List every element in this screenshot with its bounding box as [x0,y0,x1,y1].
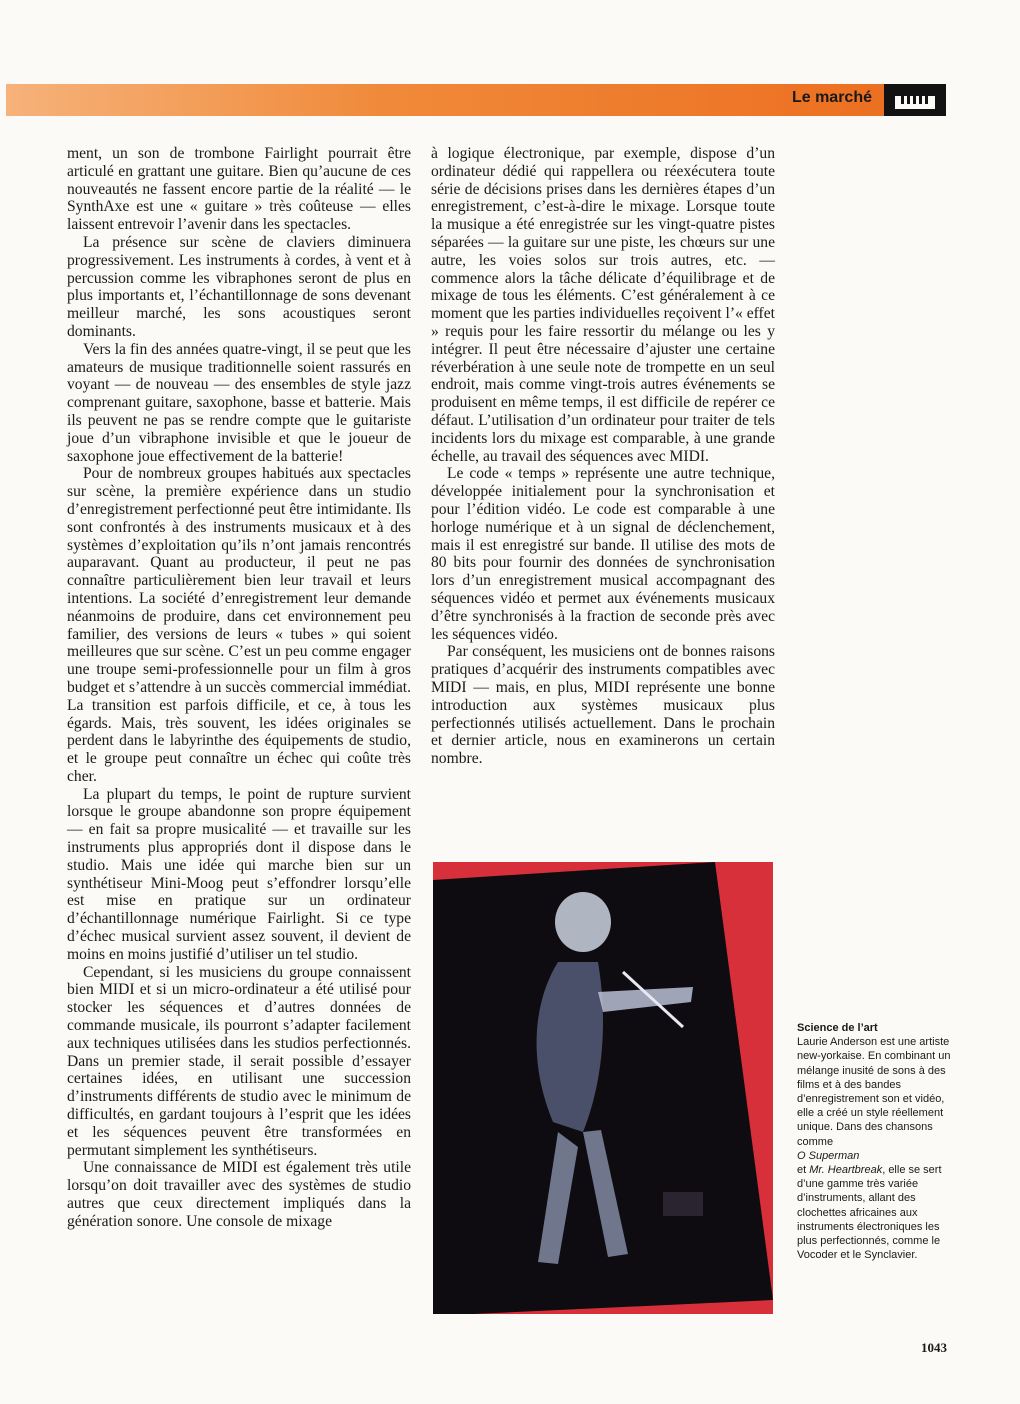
song-title: O Superman [797,1149,860,1162]
section-header-bar [6,84,946,116]
paragraph: Vers la fin des années quatre-vingt, il se peut que les amateurs de musique traditionnelle soient rassurés en voyant — de nouveau — des ensembles de style jazz comprenant guitare, saxophone, basse et batterie. Mais ils peuvent ne pas se rendre compte que le guitariste joue d’un vibraphone invisible et que le joueur de saxophone joue effectivement de la batterie! [67,340,411,465]
keyboard-icon [894,88,936,112]
song-title: Mr. Heartbreak [809,1164,883,1177]
section-label: Le marché [791,89,872,106]
section-icon-box [884,84,946,116]
article-right-column [431,145,775,768]
paragraph: Par conséquent, les musiciens ont de bonnes raisons pratiques d’acquérir des instruments compatibles avec MIDI — mais, en plus, MIDI représente une bonne introduction aux systèmes musicaux plus perfectionnés utilisés actuellement. Dans le prochain et dernier article, nous en examinerons un certain nombre. [431,643,775,768]
caption-text: Laurie Anderson est une artiste new-yorkaise. En combinant un mélange inusité de sons à des films et à des bandes d’enregistrement son et vidéo, elle a créé un style réellement unique. Dans des chansons comme [797,1036,951,1148]
caption-text: , elle se sert d’une gamme très variée d’instruments, allant des clochettes africaines aux instruments électroniques les plus perfectionnés, comme le Vocoder et le Synclavier. [797,1164,942,1262]
paragraph: Le code « temps » représente une autre technique, développée initialement pour la synchronisation et pour l’édition vidéo. Le code est comparable à une horloge numérique et à un signal de déclenchement, mais il est enregistré sur bande. Il utilise des mots de 80 bits pour fournir des données de synchronisation lors d’un enregistrement musical accompagnant des séquences vidéo et permet aux événements musicaux d’être synchronisés à la fraction de seconde près avec les séquences vidéo. [431,465,775,643]
caption-title: Science de l’art [797,1022,878,1034]
paragraph: à logique électronique, par exemple, dispose d’un ordinateur dédié qui rappellera ou réexécutera toute série de décisions prises dans les dernières étapes d’un enregistrement, c’est-à-dire le mixage. Lorsque toute la musique a été enregistrée sur les vingt-quatre pistes séparées — la guitare sur une piste, les chœurs sur une autre, les voies solos sur trois autres, etc. — commence alors la tâche délicate d’équilibrage et de mixage de tous les éléments. C’est généralement à ce moment que les parties individuelles reçoivent l’« effet » requis pour les faire ressortir du mélange ou les y intégrer. Il peut être nécessaire d’ajuster une certaine réverbération à une seule note de trompette en un seul endroit, mais comme vingt-trois autres événements se produisent en même temps, il est difficile de repérer ce défaut. L’utilisation d’un ordinateur pour traiter de tels incidents lors du mixage est comparable, à une grande échelle, au travail des séquences avec MIDI. [431,145,775,465]
performer-photo [433,862,773,1314]
paragraph: ment, un son de trombone Fairlight pourrait être articulé en grattant une guitare. Bien qu’aucune de ces nouveautés ne fassent encore partie de la réalité — le SynthAxe est une « guitare » très coûteuse — elles laissent entrevoir l’avenir dans les spectacles. [67,145,411,234]
paragraph: Pour de nombreux groupes habitués aux spectacles sur scène, la première expérience dans un studio d’enregistrement perfectionné peut être intimidante. Ils sont confrontés à des instruments musicaux et à des systèmes d’exploitation qu’ils n’ont jamais rencontrés auparavant. Quant au producteur, il peut ne pas connaître particulièrement bien leur travail et leurs intentions. La société d’enregistrement leur demande néanmoins de produire, dans cet environnement peu familier, des versions de leurs « tubes » qui soient meilleures que sur scène. C’est un peu comme engager une troupe semi-professionnelle pour un film à gros budget et s’attendre à un succès commercial immédiat. La transition est parfois difficile, et ce, à tous les égards. Mais, très souvent, les idées originales se perdent dans le labyrinthe des équipements de studio, et le groupe peut connaître un échec qui coûte très cher. [67,465,411,785]
caption-joiner: et [797,1164,807,1177]
paragraph: La plupart du temps, le point de rupture survient lorsque le groupe abandonne son propre équipement — en fait sa propre musicalité — et travaille sur les instruments plus appropriés dont il dispose dans le studio. Mais une idée qui marche bien sur un synthétiseur Mini-Moog peut s’effondrer lorsqu’elle est mise en pratique sur un ordinateur d’échantillonnage numérique Fairlight. Si ce type d’échec musical survient assez souvent, il devient de moins en moins justifié d’utiliser un tel studio. [67,785,411,963]
photo-caption [797,1021,957,1262]
paragraph: Une connaissance de MIDI est également très utile lorsqu’on doit travailler avec des systèmes de studio autres que ceux directement impliqués dans la génération sonore. Une console de mixage [67,1159,411,1230]
page-number: 1043 [921,1340,947,1355]
violinist-photo-illustration [433,862,773,1314]
article-left-column [67,145,411,1231]
paragraph: La présence sur scène de claviers diminuera progressivement. Les instruments à cordes, à vent et à percussion comme les vibraphones seront de plus en plus importants et, l’échantillonnage de sons devenant meilleur marché, les sons acoustiques seront dominants. [67,233,411,340]
paragraph: Cependant, si les musiciens du groupe connaissent bien MIDI et si un micro-ordinateur a été utilisé pour stocker les séquences et d’autres données de commande musicale, ils pourront s’adapter facilement aux techniques utilisées dans les studios perfectionnés. Dans un premier stade, il serait possible d’essayer certaines idées, en utilisant une succession d’instruments différents de studio avec le minimum de difficultés, en gardant toujours à l’esprit que les idées et les séquences peuvent être transformées en permutant simplement les synthétiseurs. [67,963,411,1159]
